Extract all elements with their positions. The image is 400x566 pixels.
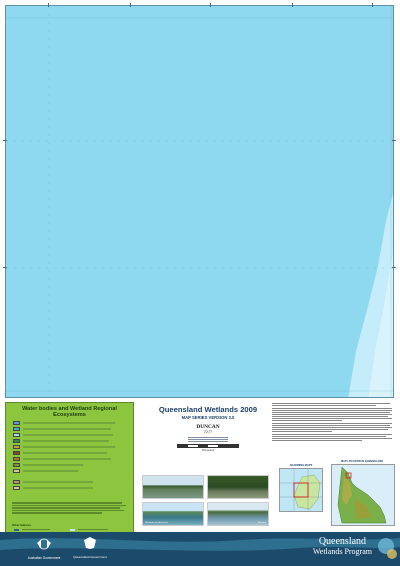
frame-tick xyxy=(392,267,396,268)
frame-tick xyxy=(292,3,293,7)
agency-right-label: Queensland Government xyxy=(73,555,107,559)
wetland-photo xyxy=(142,475,204,499)
legend-row xyxy=(13,485,123,490)
notes-paragraph xyxy=(272,423,394,432)
program-title-line2: Wetlands Program xyxy=(312,547,372,556)
legend-title: Water bodies and Wetland Regional Ecosystems xyxy=(22,406,117,418)
photo-caption: Riverine xyxy=(257,522,266,524)
wetland-photo xyxy=(207,475,269,499)
legend-row xyxy=(13,444,123,449)
legend-notes-block xyxy=(12,501,128,519)
map-series: MAP SERIES VERSION 3.0 xyxy=(181,415,235,420)
legend-swatch xyxy=(13,469,20,473)
queensland-government-logo xyxy=(72,536,108,559)
legend-swatch xyxy=(13,480,20,484)
map-canvas xyxy=(6,6,394,398)
title-block xyxy=(138,402,278,478)
adjoining-maps-inset xyxy=(279,464,323,516)
legend-row xyxy=(13,462,123,467)
sheet-number: 7277 xyxy=(203,430,213,434)
legend-panel xyxy=(5,402,134,552)
legend-swatch xyxy=(13,445,20,449)
queensland-outline xyxy=(332,465,394,525)
photo-caption: Wetlands and Estuaries xyxy=(145,522,169,524)
legend-row xyxy=(13,432,123,437)
location-inset-title: MAP LOCATION IN QUEENSLAND xyxy=(341,460,383,463)
frame-tick xyxy=(3,267,7,268)
legend-row xyxy=(13,426,123,431)
legend-row xyxy=(13,479,123,484)
projection-note xyxy=(188,437,228,442)
australian-government-logo xyxy=(24,537,64,560)
water-drop-icon xyxy=(370,534,400,562)
map-frame[interactable] xyxy=(5,5,394,398)
legend-row xyxy=(13,456,123,461)
frame-tick xyxy=(210,3,211,7)
legend-swatch xyxy=(13,457,20,461)
footer-banner xyxy=(0,532,400,566)
coat-of-arms-icon xyxy=(34,537,54,551)
program-title-line1: Queensland xyxy=(318,536,367,547)
adjoining-grid xyxy=(280,469,322,511)
wetland-photo xyxy=(142,502,204,526)
frame-tick xyxy=(392,140,396,141)
frame-tick xyxy=(372,3,373,7)
legend-swatch xyxy=(13,439,20,443)
frame-tick xyxy=(48,3,49,7)
legend-row xyxy=(13,420,123,425)
legend-row xyxy=(13,450,123,455)
frame-tick xyxy=(3,140,7,141)
agency-left-label: Australian Government xyxy=(27,556,61,560)
sheet-name: DUNCAN xyxy=(196,424,220,430)
program-logo xyxy=(313,536,372,556)
legend-swatch xyxy=(13,463,20,467)
location-inset xyxy=(331,460,393,528)
legend-swatch xyxy=(13,433,20,437)
queensland-crest-icon xyxy=(83,536,97,550)
scale-bar xyxy=(177,444,239,448)
notes-paragraph xyxy=(272,434,394,441)
legend-row xyxy=(13,468,123,473)
map-title: Queensland Wetlands 2009 xyxy=(158,405,258,414)
frame-tick xyxy=(130,3,131,7)
wetland-photo xyxy=(207,502,269,526)
notes-paragraph xyxy=(272,408,394,421)
other-features-heading: Other features xyxy=(12,523,32,527)
legend-row xyxy=(13,438,123,443)
legend-swatch xyxy=(13,427,20,431)
scale-unit-label: Kilometres xyxy=(201,449,215,452)
adjoining-maps-title: ADJOINING MAPS xyxy=(289,464,313,467)
notes-paragraph xyxy=(272,403,394,406)
inset-maps xyxy=(279,460,394,528)
legend-swatch xyxy=(13,421,20,425)
legend-swatch xyxy=(13,486,20,490)
legend-swatch xyxy=(13,451,20,455)
